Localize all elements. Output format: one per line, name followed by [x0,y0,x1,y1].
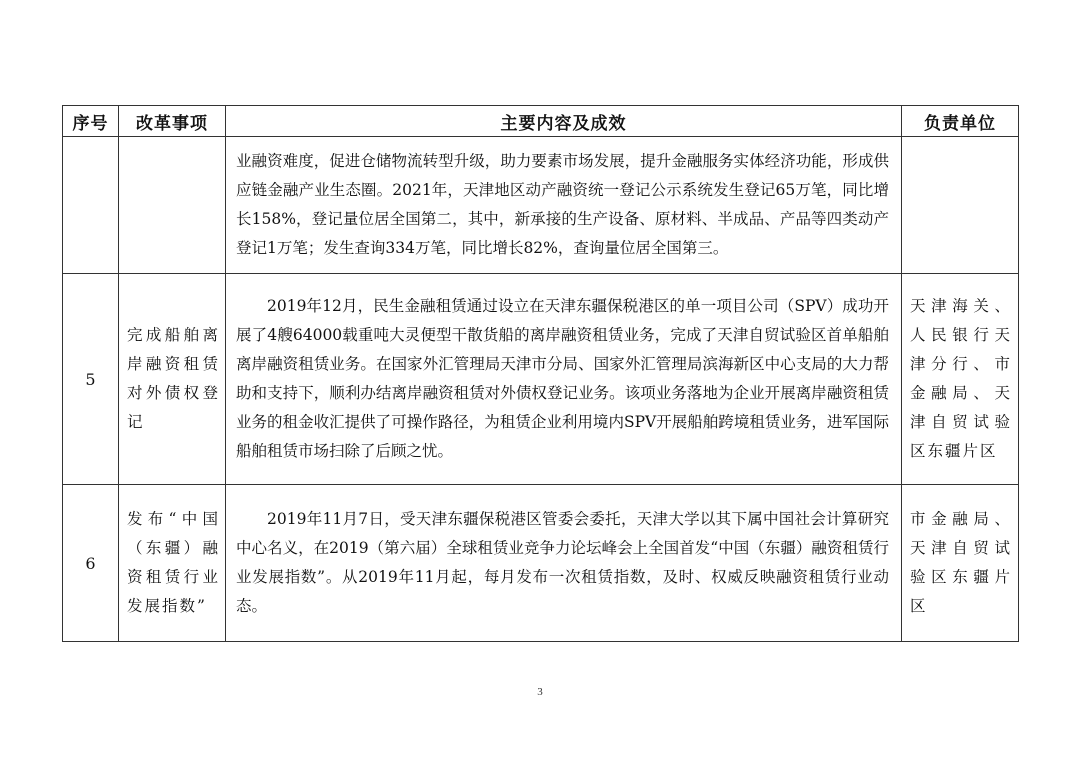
content-paragraph: 2019年12月，民生金融租赁通过设立在天津东疆保税港区的单一项目公司（SPV）成功开展了4艘64000载重吨大灵便型干散货船的离岸融资租赁业务，完成了天津自贸试验区首单船舶离岸融资租赁业务。在国家外汇管理局天津市分局、国家外汇管理局滨海新区中心支局的大力帮助和支持下，顺利办结离岸融资租赁对外债权登记业务。该项业务落地为企业开展离岸融资租赁业务的租金收汇提供了可操作路径，为租赁企业利用境内SPV开展船舶跨境租赁业务，进军国际船舶租赁市场扫除了后顾之忧。 [236,297,889,460]
page-number: 3 [537,686,543,698]
main-content [226,137,902,274]
header-content: 主要内容及成效 [226,106,902,137]
header-no: 序号 [63,106,119,137]
table-header [63,106,1019,137]
responsible-unit [902,137,1019,274]
row-number: 6 [63,485,119,642]
reform-item: 发布“中国（东疆）融资租赁行业发展指数” [119,485,226,642]
reform-item: 完成船舶离岸融资租赁对外债权登记 [119,274,226,485]
table-row [63,137,1019,274]
header-unit: 负责单位 [902,106,1019,137]
table-row [63,485,1019,642]
main-content [226,274,902,485]
row-number: 5 [63,274,119,485]
header-row [63,106,1019,137]
responsible-unit: 天津海关、人民银行天津分行、市金融局、天津自贸试验区东疆片区 [902,274,1019,485]
responsible-unit: 市金融局、天津自贸试验区东疆片区 [902,485,1019,642]
content-paragraph: 业融资难度，促进仓储物流转型升级，助力要素市场发展，提升金融服务实体经济功能，形成供应链金融产业生态圈。2021年，天津地区动产融资统一登记公示系统发生登记65万笔，同比增长158%，登记量位居全国第二，其中，新承接的生产设备、原材料、半成品、产品等四类动产登记1万笔；发生查询334万笔，同比增长82%，查询量位居全国第三。 [236,152,889,257]
reform-item [119,137,226,274]
main-content [226,485,902,642]
table-body [63,137,1019,642]
table-row [63,274,1019,485]
header-item: 改革事项 [119,106,226,137]
content-paragraph: 2019年11月7日，受天津东疆保税港区管委会委托，天津大学以其下属中国社会计算研究中心名义，在2019（第六届）全球租赁业竞争力论坛峰会上全国首发“中国（东疆）融资租赁行业发展指数”。从2019年11月起，每月发布一次租赁指数，及时、权威反映融资租赁行业动态。 [236,510,889,615]
reform-table [62,105,1019,642]
row-number [63,137,119,274]
